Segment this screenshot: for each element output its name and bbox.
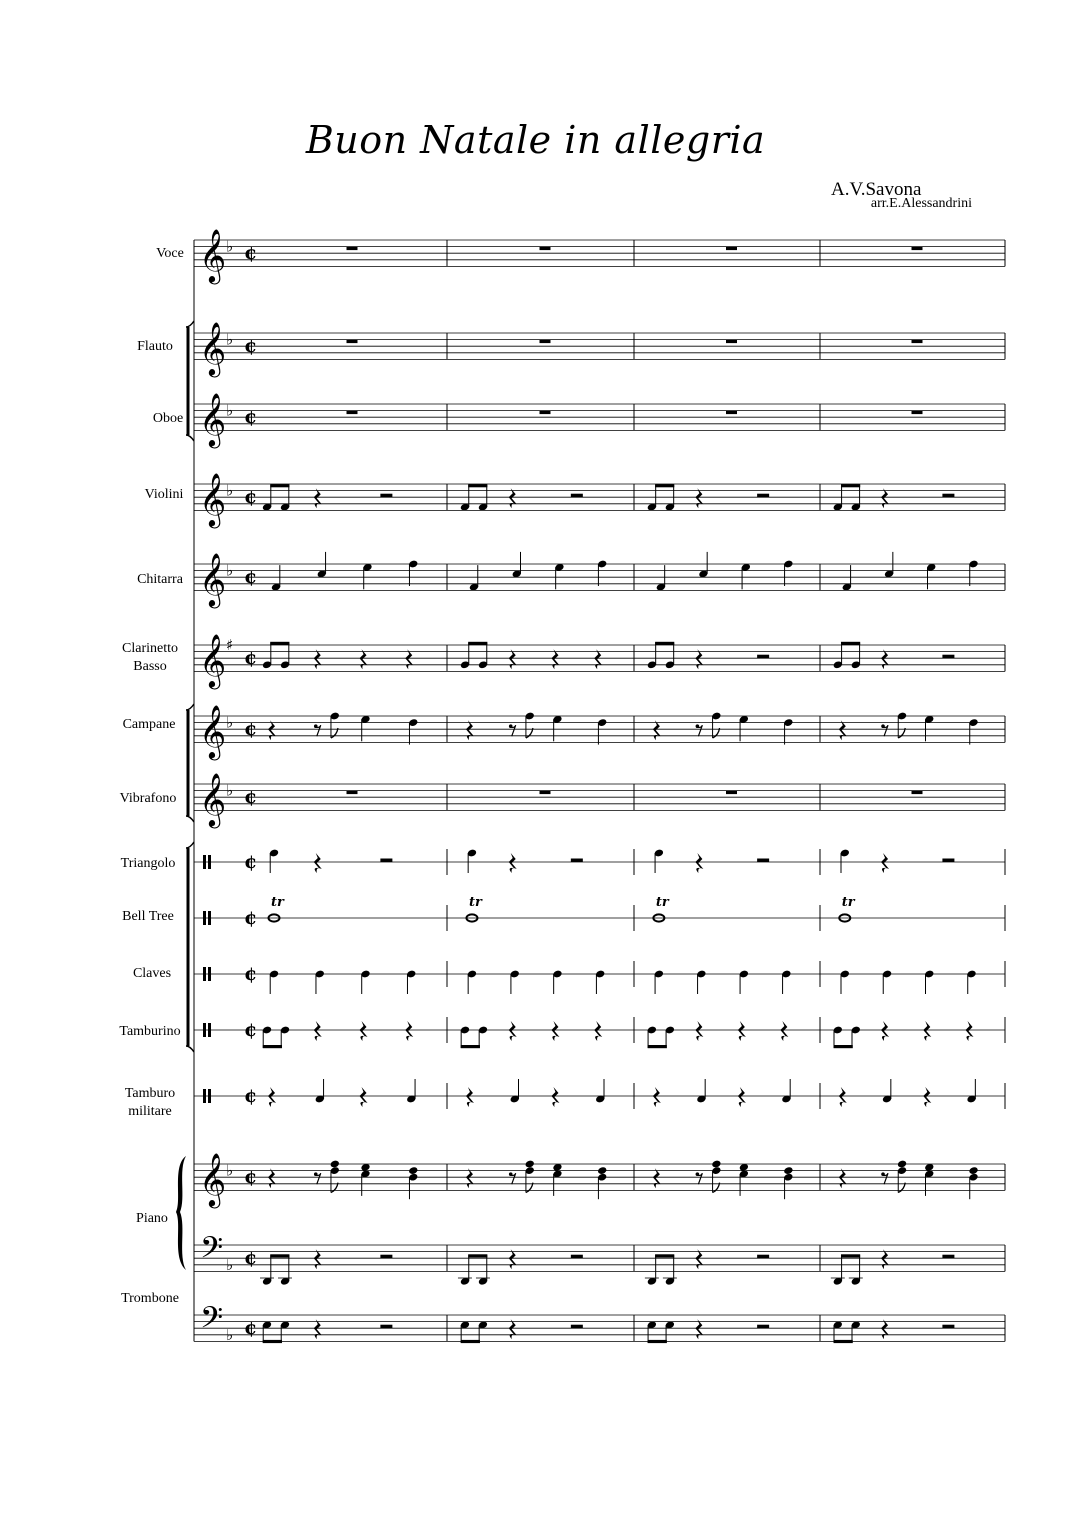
arranger-credit: arr.E.Alessandrini bbox=[870, 196, 972, 211]
whole-rest bbox=[726, 411, 737, 415]
trill-mark: tr bbox=[468, 895, 482, 910]
treble-clef: 𝄞 bbox=[199, 551, 227, 606]
time-signature: ¢ bbox=[244, 718, 258, 741]
label-tamburo: Tamburo bbox=[124, 1086, 176, 1101]
quarter-rest bbox=[881, 649, 889, 669]
quarter-rest bbox=[695, 649, 703, 669]
bracket-hook bbox=[186, 816, 194, 822]
eighth-rest bbox=[511, 725, 516, 736]
label-oboe: Oboe bbox=[152, 411, 184, 426]
trill-mark: tr bbox=[841, 895, 855, 910]
whole-rest bbox=[347, 340, 358, 344]
half-rest bbox=[571, 494, 583, 498]
bracket-hook bbox=[186, 435, 194, 441]
label-campane: Campane bbox=[122, 717, 176, 732]
half-rest bbox=[757, 1255, 769, 1259]
half-rest bbox=[757, 655, 769, 659]
beam bbox=[655, 642, 674, 645]
beam bbox=[648, 1340, 667, 1343]
bass-clef: 𝄢 bbox=[200, 1301, 224, 1343]
composer-credit: A.V.Savona bbox=[831, 179, 922, 200]
beam bbox=[461, 1340, 480, 1343]
bracket-hook bbox=[186, 1046, 194, 1052]
key-flat: ♭ bbox=[226, 1325, 234, 1344]
half-rest bbox=[380, 1255, 392, 1259]
treble-clef: 𝄞 bbox=[199, 320, 227, 375]
quarter-rest bbox=[551, 1021, 559, 1041]
treble-clef: 𝄞 bbox=[199, 771, 227, 826]
quarter-rest bbox=[314, 853, 322, 873]
beam bbox=[468, 642, 487, 645]
notehead bbox=[783, 1166, 793, 1175]
quarter-rest bbox=[594, 649, 602, 669]
quarter-rest bbox=[360, 1021, 368, 1041]
half-rest bbox=[380, 859, 392, 863]
whole-rest bbox=[540, 247, 551, 251]
quarter-rest bbox=[653, 1087, 661, 1107]
quarter-rest bbox=[314, 1319, 322, 1339]
time-signature: ¢ bbox=[244, 1166, 258, 1189]
beam bbox=[841, 1254, 860, 1257]
percussion-clef bbox=[203, 967, 206, 981]
percussion-clef bbox=[208, 1089, 211, 1103]
whole-rest bbox=[540, 791, 551, 795]
notehead bbox=[330, 1160, 340, 1169]
label-bell-tree: Bell Tree bbox=[122, 909, 174, 924]
quarter-rest bbox=[839, 720, 847, 740]
half-rest bbox=[942, 1255, 954, 1259]
time-signature: ¢ bbox=[244, 1317, 258, 1340]
beam bbox=[270, 484, 289, 487]
trill-mark: tr bbox=[271, 895, 284, 910]
half-rest bbox=[942, 859, 954, 863]
eighth-rest bbox=[883, 725, 888, 736]
beam bbox=[263, 1340, 282, 1343]
label-triangolo: Triangolo bbox=[120, 856, 176, 871]
quarter-rest bbox=[314, 649, 322, 669]
whole-rest bbox=[726, 247, 737, 251]
time-signature: ¢ bbox=[244, 1085, 258, 1107]
quarter-rest bbox=[314, 1021, 322, 1041]
beam bbox=[461, 1045, 480, 1048]
beam bbox=[834, 1045, 853, 1048]
treble-clef: 𝄞 bbox=[199, 471, 227, 526]
percussion-clef bbox=[203, 1023, 206, 1037]
bass-clef: 𝄢 bbox=[200, 1231, 224, 1273]
beam bbox=[270, 642, 289, 645]
label-flauto: Flauto bbox=[137, 339, 173, 354]
quarter-rest bbox=[695, 488, 703, 508]
quarter-rest bbox=[466, 1168, 474, 1188]
label-vibrafono: Vibrafono bbox=[119, 791, 177, 806]
label-militare: militare bbox=[128, 1104, 172, 1119]
treble-clef: 𝄞 bbox=[199, 632, 227, 687]
key-flat: ♭ bbox=[226, 713, 234, 732]
eighth-rest bbox=[883, 1173, 888, 1184]
quarter-rest bbox=[551, 1087, 559, 1107]
whole-rest bbox=[540, 340, 551, 344]
quarter-rest bbox=[360, 649, 368, 669]
beam bbox=[468, 1254, 487, 1257]
percussion-clef bbox=[203, 911, 206, 925]
key-flat: ♭ bbox=[226, 401, 234, 420]
label-voce: Voce bbox=[156, 246, 184, 261]
label-violini: Violini bbox=[144, 487, 184, 502]
quarter-rest bbox=[509, 1249, 517, 1269]
quarter-rest bbox=[881, 853, 889, 873]
treble-clef: 𝄞 bbox=[199, 1151, 227, 1206]
percussion-clef bbox=[203, 1089, 206, 1103]
quarter-rest bbox=[695, 1021, 703, 1041]
quarter-rest bbox=[881, 488, 889, 508]
quarter-rest bbox=[314, 488, 322, 508]
notehead bbox=[597, 1166, 607, 1175]
quarter-rest bbox=[695, 1249, 703, 1269]
half-rest bbox=[380, 494, 392, 498]
quarter-rest bbox=[314, 1249, 322, 1269]
treble-clef: 𝄞 bbox=[199, 703, 227, 758]
whole-rest bbox=[347, 411, 358, 415]
quarter-rest bbox=[966, 1021, 974, 1041]
beam bbox=[841, 484, 860, 487]
time-signature: ¢ bbox=[244, 486, 258, 509]
time-signature: ¢ bbox=[244, 1247, 258, 1270]
beam bbox=[270, 1254, 289, 1257]
notehead bbox=[408, 1166, 418, 1175]
beam bbox=[655, 1254, 674, 1257]
quarter-rest bbox=[466, 720, 474, 740]
time-signature: ¢ bbox=[244, 406, 258, 429]
time-signature: ¢ bbox=[244, 963, 258, 985]
quarter-rest bbox=[594, 1021, 602, 1041]
eighth-rest bbox=[697, 1173, 702, 1184]
beam bbox=[263, 1045, 282, 1048]
quarter-rest bbox=[738, 1087, 746, 1107]
key-flat: ♭ bbox=[226, 330, 234, 349]
quarter-rest bbox=[881, 1021, 889, 1041]
piano-brace bbox=[176, 1156, 186, 1270]
percussion-clef bbox=[208, 967, 211, 981]
eighth-rest bbox=[316, 1173, 321, 1184]
whole-rest bbox=[726, 340, 737, 344]
half-rest bbox=[757, 859, 769, 863]
quarter-rest bbox=[509, 853, 517, 873]
key-flat: ♭ bbox=[226, 561, 234, 580]
quarter-rest bbox=[268, 1168, 276, 1188]
treble-clef: 𝄞 bbox=[199, 391, 227, 446]
quarter-rest bbox=[923, 1021, 931, 1041]
quarter-rest bbox=[551, 649, 559, 669]
half-rest bbox=[571, 1255, 583, 1259]
beam bbox=[468, 484, 487, 487]
bracket-hook bbox=[186, 842, 194, 848]
beam bbox=[834, 1340, 853, 1343]
half-rest bbox=[571, 1325, 583, 1329]
half-rest bbox=[942, 494, 954, 498]
time-signature: ¢ bbox=[244, 907, 258, 929]
label-clarinetto: Clarinetto bbox=[122, 641, 178, 656]
quarter-rest bbox=[923, 1087, 931, 1107]
quarter-rest bbox=[695, 853, 703, 873]
quarter-rest bbox=[268, 720, 276, 740]
percussion-clef bbox=[208, 855, 211, 869]
whole-rest bbox=[540, 411, 551, 415]
whole-rest bbox=[912, 247, 923, 251]
bracket-hook bbox=[186, 704, 194, 710]
quarter-rest bbox=[405, 649, 413, 669]
quarter-rest bbox=[360, 1087, 368, 1107]
notehead bbox=[525, 1160, 535, 1169]
notehead bbox=[897, 1160, 907, 1169]
notehead bbox=[711, 1160, 721, 1169]
whole-rest bbox=[726, 791, 737, 795]
time-signature: ¢ bbox=[244, 242, 258, 265]
half-rest bbox=[757, 494, 769, 498]
quarter-rest bbox=[881, 1319, 889, 1339]
percussion-clef bbox=[208, 911, 211, 925]
whole-rest bbox=[347, 247, 358, 251]
whole-rest bbox=[912, 340, 923, 344]
whole-rest bbox=[347, 791, 358, 795]
half-rest bbox=[757, 1325, 769, 1329]
notehead bbox=[968, 1166, 978, 1175]
key-flat: ♭ bbox=[226, 781, 234, 800]
key-sharp: ♯ bbox=[226, 636, 234, 654]
label-piano: Piano bbox=[136, 1211, 168, 1226]
beam bbox=[648, 1045, 667, 1048]
eighth-rest bbox=[316, 725, 321, 736]
score-title: Buon Natale in allegria bbox=[305, 118, 766, 162]
quarter-rest bbox=[780, 1021, 788, 1041]
label-claves: Claves bbox=[132, 966, 172, 981]
eighth-rest bbox=[511, 1173, 516, 1184]
eighth-rest bbox=[697, 725, 702, 736]
beam bbox=[655, 484, 674, 487]
half-rest bbox=[571, 859, 583, 863]
quarter-rest bbox=[268, 1087, 276, 1107]
time-signature: ¢ bbox=[244, 647, 258, 670]
quarter-rest bbox=[509, 1021, 517, 1041]
beam bbox=[841, 642, 860, 645]
label-basso: Basso bbox=[133, 659, 167, 674]
quarter-rest bbox=[405, 1021, 413, 1041]
half-rest bbox=[942, 1325, 954, 1329]
label-trombone: Trombone bbox=[121, 1291, 179, 1306]
label-tamburino: Tamburino bbox=[119, 1024, 181, 1039]
time-signature: ¢ bbox=[244, 851, 258, 873]
key-flat: ♭ bbox=[226, 481, 234, 500]
key-flat: ♭ bbox=[226, 1255, 234, 1274]
whole-rest bbox=[912, 791, 923, 795]
quarter-rest bbox=[509, 488, 517, 508]
half-rest bbox=[380, 1325, 392, 1329]
quarter-rest bbox=[738, 1021, 746, 1041]
quarter-rest bbox=[653, 720, 661, 740]
quarter-rest bbox=[509, 649, 517, 669]
treble-clef: 𝄞 bbox=[199, 227, 227, 282]
key-flat: ♭ bbox=[226, 1161, 234, 1180]
half-rest bbox=[942, 655, 954, 659]
trill-mark: tr bbox=[655, 895, 669, 910]
time-signature: ¢ bbox=[244, 335, 258, 358]
percussion-clef bbox=[208, 1023, 211, 1037]
bracket-hook bbox=[186, 321, 194, 327]
quarter-rest bbox=[509, 1319, 517, 1339]
quarter-rest bbox=[839, 1168, 847, 1188]
whole-rest bbox=[912, 411, 923, 415]
time-signature: ¢ bbox=[244, 566, 258, 589]
percussion-clef bbox=[203, 855, 206, 869]
quarter-rest bbox=[839, 1087, 847, 1107]
label-chitarra: Chitarra bbox=[137, 572, 183, 587]
time-signature: ¢ bbox=[244, 786, 258, 809]
time-signature: ¢ bbox=[244, 1019, 258, 1041]
quarter-rest bbox=[881, 1249, 889, 1269]
quarter-rest bbox=[466, 1087, 474, 1107]
key-flat: ♭ bbox=[226, 237, 234, 256]
quarter-rest bbox=[695, 1319, 703, 1339]
quarter-rest bbox=[653, 1168, 661, 1188]
